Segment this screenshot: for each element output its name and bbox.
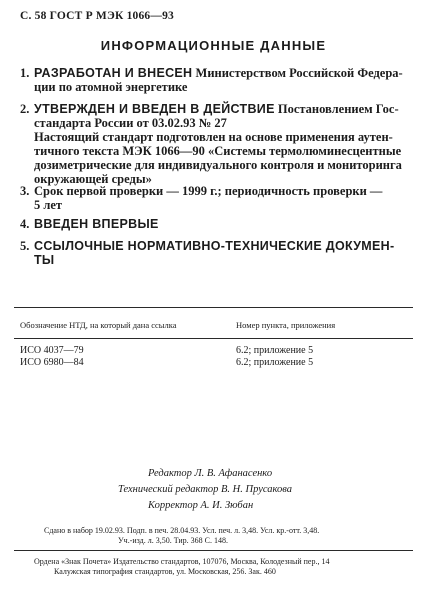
item-text: Срок первой проверки — 1999 г.; периодичность проверки — bbox=[34, 184, 383, 198]
item-number: 5. bbox=[20, 239, 30, 253]
table-header-designation: Обозначение НТД, на который дана ссылка bbox=[20, 320, 177, 330]
imprint-line: Калужская типография стандартов, ул. Московская, 256. Зак. 460 bbox=[54, 567, 276, 576]
item-text: Министерством Российской Федера- bbox=[195, 66, 403, 80]
table-cell: ИСО 6980—84 bbox=[20, 357, 84, 368]
table-cell: 6.2; приложение 5 bbox=[236, 345, 314, 356]
item-text: Постановлением Гос- bbox=[277, 102, 399, 116]
table-top-rule bbox=[14, 307, 413, 308]
info-item-2 bbox=[20, 102, 415, 186]
item-continuation: ции по атомной энергетике bbox=[34, 80, 188, 94]
item-number: 1. bbox=[20, 66, 30, 80]
item-number: 4. bbox=[20, 217, 30, 231]
info-item-1 bbox=[20, 66, 415, 94]
table-cell: ИСО 4037—79 bbox=[20, 345, 84, 356]
item-lead: ССЫЛОЧНЫЕ НОРМАТИВНО-ТЕХНИЧЕСКИЕ ДОКУМЕН- bbox=[34, 239, 395, 253]
table-header-clause: Номер пункта, приложения bbox=[236, 320, 336, 330]
section-title: ИНФОРМАЦИОННЫЕ ДАННЫЕ bbox=[100, 38, 327, 53]
tech-editor-credit: Технический редактор В. Н. Прусакова bbox=[118, 484, 293, 495]
item-lead: УТВЕРЖДЕН И ВВЕДЕН В ДЕЙСТВИЕ bbox=[34, 102, 275, 116]
item-lead: ВВЕДЕН ВПЕРВЫЕ bbox=[34, 217, 159, 231]
imprint-line: Уч.-изд. л. 3,50. Тир. 368 С. 148. bbox=[118, 536, 229, 545]
item-continuation: окружающей среды» bbox=[34, 172, 152, 186]
table-header-rule bbox=[14, 338, 413, 339]
info-item-4 bbox=[20, 217, 415, 231]
page-header: С. 58 ГОСТ Р МЭК 1066—93 bbox=[20, 10, 174, 22]
imprint-line: Сдано в набор 19.02.93. Подп. в печ. 28.04.93. Усл. печ. л. 3,48. Усл. кр.-отт. 3,48. bbox=[44, 526, 320, 535]
item-continuation: Настоящий стандарт подготовлен на основе применения аутен- bbox=[34, 130, 393, 144]
proofreader-credit: Корректор А. И. Зюбан bbox=[148, 500, 254, 511]
item-lead: РАЗРАБОТАН И ВНЕСЕН bbox=[34, 66, 193, 80]
item-continuation: тичного текста МЭК 1066—90 «Системы термолюминесцентные bbox=[34, 144, 402, 158]
item-continuation: дозиметрические для индивидуального контроля и мониторинга bbox=[34, 158, 402, 172]
item-number: 3. bbox=[20, 184, 30, 198]
editor-credit: Редактор Л. В. Афанасенко bbox=[148, 468, 273, 479]
item-continuation: 5 лет bbox=[34, 198, 63, 212]
item-number: 2. bbox=[20, 102, 30, 116]
item-continuation: стандарта России от 03.02.93 № 27 bbox=[34, 116, 227, 130]
table-cell: 6.2; приложение 5 bbox=[236, 357, 314, 368]
item-continuation: ТЫ bbox=[34, 253, 55, 267]
imprint-rule bbox=[14, 550, 413, 551]
imprint-line: Ордена «Знак Почета» Издательство стандартов, 107076, Москва, Колодезный пер., 14 bbox=[34, 557, 330, 566]
info-item-3 bbox=[20, 184, 415, 212]
info-item-5 bbox=[20, 239, 415, 267]
